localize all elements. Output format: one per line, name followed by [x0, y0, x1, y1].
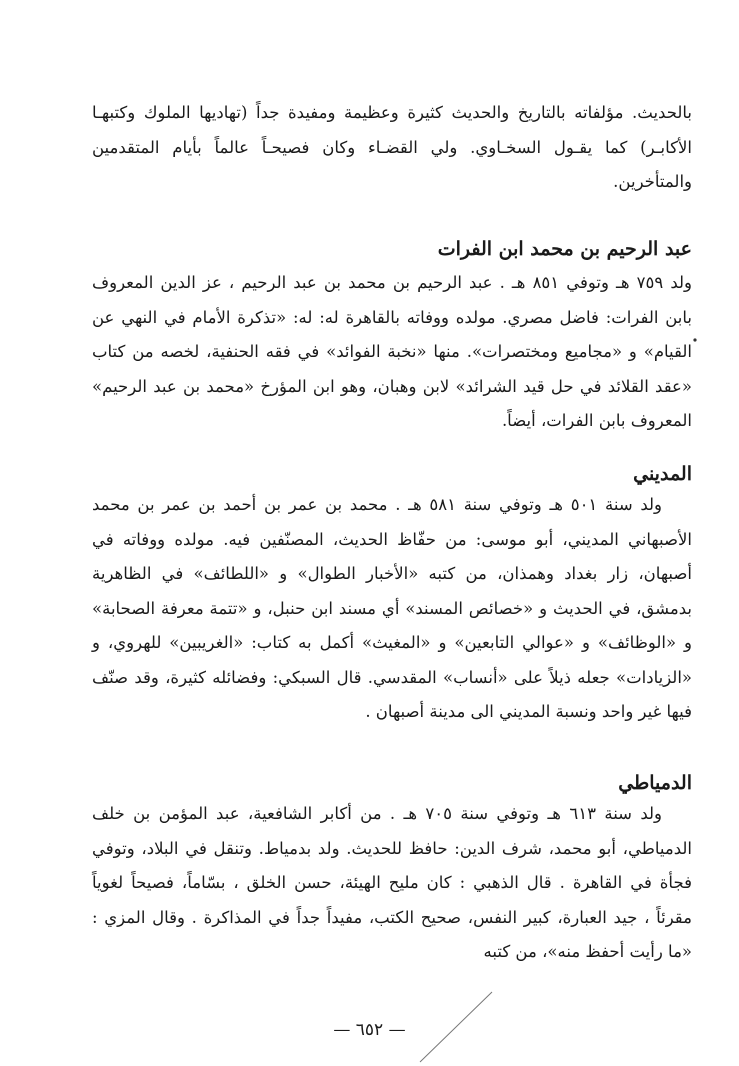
- section-heading-aldimyati: الدمياطي: [618, 772, 692, 794]
- intro-paragraph: بالحديث. مؤلفاته بالتاريخ والحديث كثيرة وعظيمة ومفيدة جداً (تهاديها الملوك وكتبهـا الأكابـر) كما يقـول السخـاوي. ولي القضـاء وكان فصيحـاً عالماً بأيام المتقدمين والمتأخرين.: [92, 103, 692, 191]
- page-number: — ٦٥٢ —: [333, 1020, 406, 1040]
- section-body-ibn-alfurat: ولد ٧٥٩ هـ وتوفي ٨٥١ هـ . عبد الرحيم بن محمد بن عبد الرحيم ، عز الدين المعروف بابن الفرات: فاضل مصري. مولده ووفاته بالقاهرة له: له: «تذكرة الأمام في النهي عن القيام» و «مجاميع ومختصرات». منها «نخبة الفوائد» في فقه الحنفية، لخصه من كتاب «عقد القلائد في حل قيد الشرائد» لابن وهبان، وهو ابن المؤرخ «محمد بن عبد الرحيم» المعروف بابن الفرات، أيضاً.: [92, 273, 693, 430]
- section-heading-ibn-alfurat: عبد الرحيم بن محمد ابن الفرات: [437, 238, 692, 260]
- section-body-almadini: ولد سنة ٥٠١ هـ وتوفي سنة ٥٨١ هـ . محمد بن عمر بن أحمد بن عمر بن محمد الأصبهاني المديني، أبو موسى: من حفّاظ الحديث، المصنّفين فيه. مولده ووفاته في أصبهان، زار بغداد وهمذان، من كتبه «الأخبار الطوال» و «اللطائف» في الظاهرية بدمشق، في الحديث و «خصائص المسند» أي مسند ابن حنبل، و «تتمة معرفة الصحابة» و «الوظائف» و «عوالي التابعين» و «المغيث» أكمل به كتاب: «الغريبين» للهروي، و «الزيادات» جعله ذيلاً على «أنساب» المقدسي. قال السبكي: وفضائله كثيرة، وقد صنّف فيها غير واحد ونسبة المديني الى مدينة أصبهان .: [92, 495, 692, 721]
- ink-dot-mark: [690, 335, 700, 345]
- section-body-aldimyati: ولد سنة ٦١٣ هـ وتوفي سنة ٧٠٥ هـ . من أكابر الشافعية، عبد المؤمن بن خلف الدمياطي، أبو محمد، شرف الدين: حافظ للحديث. ولد بدمياط. وتنقل في البلاد، وتوفي فجأة في القاهرة . قال الذهبي : كان مليح الهيئة، حسن الخلق ، بسّاماً، فصيحاً لغوياً مقرئاً ، جيد العبارة، كبير النفس، صحيح الكتب، مفيداً جداً في المذاكرة . وقال المزي : «ما رأيت أحفظ منه»، من كتبه: [92, 804, 692, 961]
- section-heading-almadini: المديني: [633, 463, 692, 485]
- pencil-scratch-mark: [380, 990, 500, 1066]
